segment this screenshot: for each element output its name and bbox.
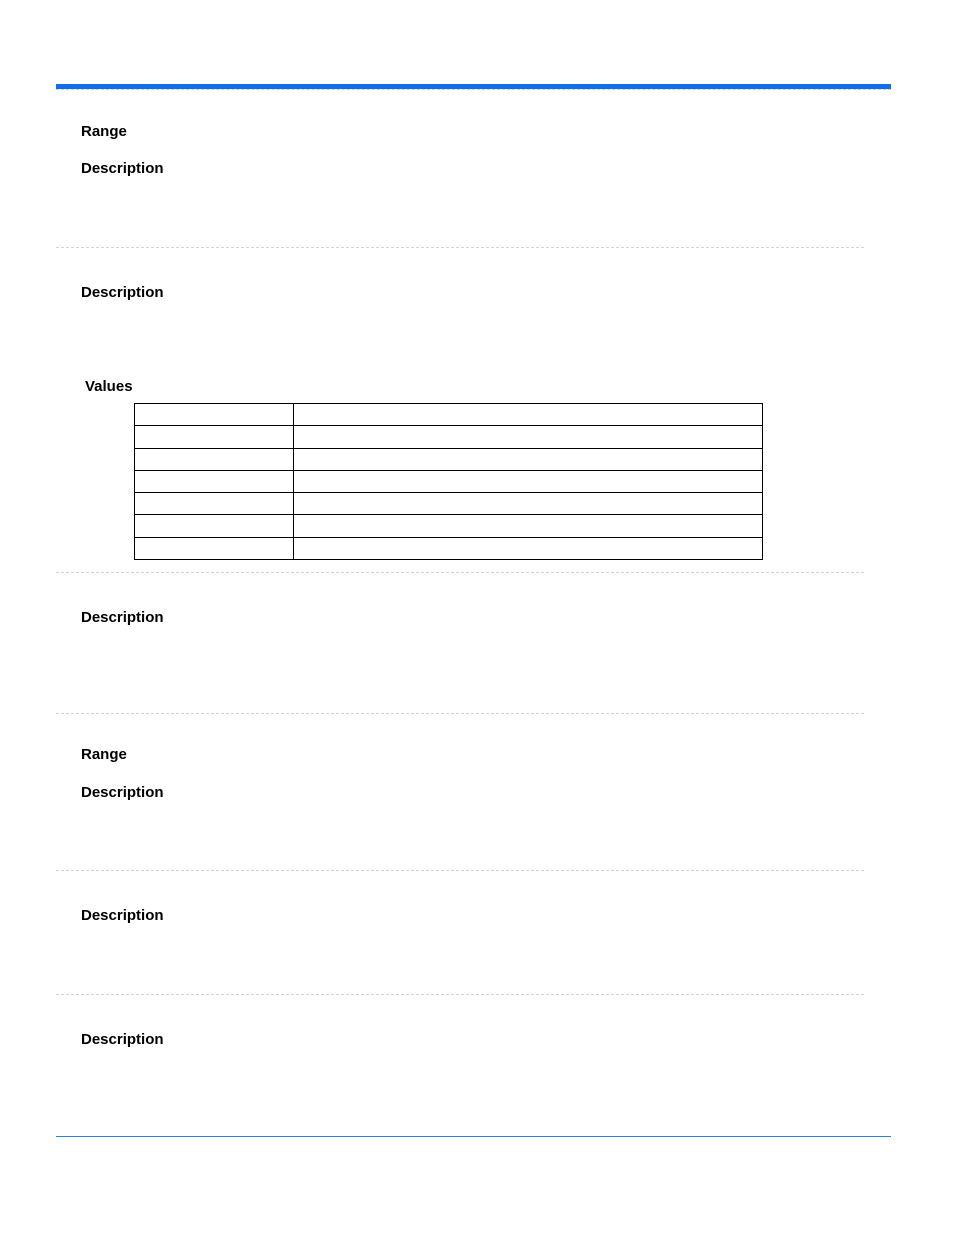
table-row bbox=[135, 448, 763, 470]
table-cell bbox=[135, 515, 294, 537]
section-separator bbox=[56, 247, 864, 248]
description-label: Description bbox=[81, 284, 164, 301]
description-label: Description bbox=[81, 784, 164, 801]
description-label: Description bbox=[81, 907, 164, 924]
table-cell bbox=[135, 426, 294, 448]
section-separator bbox=[56, 994, 864, 995]
header-divider bbox=[56, 89, 891, 90]
range-label: Range bbox=[81, 123, 127, 140]
table-cell bbox=[294, 515, 763, 537]
table-row bbox=[135, 537, 763, 559]
table-cell bbox=[135, 404, 294, 426]
description-label: Description bbox=[81, 160, 164, 177]
table-cell bbox=[294, 426, 763, 448]
table-cell bbox=[135, 493, 294, 515]
table-row bbox=[135, 493, 763, 515]
table-cell bbox=[135, 470, 294, 492]
table-cell bbox=[135, 537, 294, 559]
description-label: Description bbox=[81, 609, 164, 626]
values-table bbox=[134, 403, 763, 560]
table-cell bbox=[294, 537, 763, 559]
table-row bbox=[135, 404, 763, 426]
footer-rule bbox=[56, 1136, 891, 1137]
section-separator bbox=[56, 572, 864, 573]
table-cell bbox=[135, 448, 294, 470]
table-cell bbox=[294, 470, 763, 492]
description-label: Description bbox=[81, 1031, 164, 1048]
table-cell bbox=[294, 448, 763, 470]
table-row bbox=[135, 470, 763, 492]
table-row bbox=[135, 515, 763, 537]
section-separator bbox=[56, 713, 864, 714]
table-cell bbox=[294, 493, 763, 515]
table-row bbox=[135, 426, 763, 448]
range-label: Range bbox=[81, 746, 127, 763]
values-label: Values bbox=[85, 378, 133, 395]
table-cell bbox=[294, 404, 763, 426]
section-separator bbox=[56, 870, 864, 871]
